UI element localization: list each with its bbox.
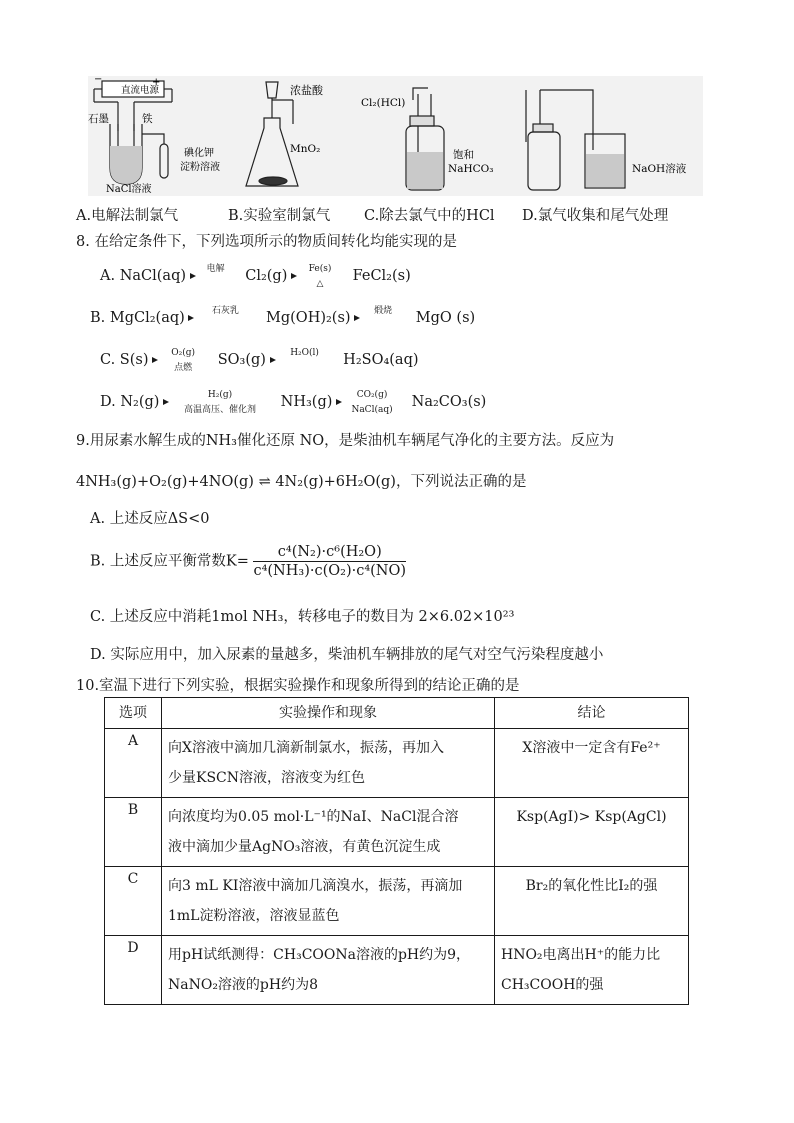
q9-option-d: D. 实际应用中，加入尿素的量越多，柴油机车辆排放的尾气对空气污染程度越小: [90, 647, 604, 663]
label-conc-hcl: 浓盐酸: [290, 84, 323, 97]
q8-option-b: B. MgCl₂(aq) 石灰乳 Mg(OH)₂(s) 煅烧 MgO (s): [90, 306, 476, 326]
q10-stem: 10.室温下进行下列实验，根据实验操作和现象所得到的结论正确的是: [76, 678, 520, 694]
q8-c-label: C.: [100, 352, 116, 368]
q8-c-s3: H₂SO₄(aq): [343, 352, 419, 368]
q8-option-a: A. NaCl(aq) 电解 Cl₂(g) Fe(s) △ FeCl₂(s): [100, 264, 411, 289]
q7-option-a: A.电解法制氯气: [76, 208, 179, 224]
label-power-supply: 直流电源: [121, 85, 160, 96]
row-c-conclusion: Br₂的氧化性比I₂的强: [495, 867, 689, 936]
row-c-operation: 向3 mL KI溶液中滴加几滴溴水，振荡，再滴加 1mL淀粉溶液，溶液显蓝色: [162, 867, 495, 936]
label-minus: −: [94, 76, 103, 85]
table-row: [105, 936, 689, 1005]
table-row: [105, 798, 689, 867]
row-a-operation: 向X溶液中滴加几滴新制氯水，振荡，再加入 少量KSCN溶液，溶液变为红色: [162, 729, 495, 798]
q9-b-denominator: c⁴(NH₃)·c(O₂)·c⁴(NO): [253, 563, 407, 579]
table-row: [105, 867, 689, 936]
table-header-row: [105, 698, 689, 729]
experiment-table: [104, 697, 689, 1005]
q8-d-s2: NH₃(g): [280, 394, 333, 410]
q8-b-label: B.: [90, 310, 106, 326]
label-nahco3: NaHCO₃: [448, 163, 494, 175]
header-option: 选项: [105, 698, 162, 729]
label-cl2-hcl: Cl₂(HCl): [361, 97, 406, 109]
q8-a-s3: FeCl₂(s): [352, 268, 411, 284]
q8-c-s2: SO₃(g): [217, 352, 266, 368]
label-iron: 铁: [142, 113, 153, 125]
label-saturated: 饱和: [453, 149, 474, 161]
header-conclusion: 结论: [495, 698, 689, 729]
row-b-operation: 向浓度均为0.05 mol·L⁻¹的NaI、NaCl混合溶 液中滴加少量AgNO₃溶液，有黄色沉淀生成: [162, 798, 495, 867]
q8-b-s1: MgCl₂(aq): [109, 310, 185, 326]
label-graphite: 石墨: [88, 113, 109, 125]
row-a-conclusion: X溶液中一定含有Fe²⁺: [495, 729, 689, 798]
q8-d-s3: Na₂CO₃(s): [411, 394, 487, 410]
q8-d-label: D.: [100, 394, 116, 410]
label-ki: 碘化钾: [184, 148, 214, 159]
q7-option-c: C.除去氯气中的HCl: [364, 208, 495, 224]
label-mno2: MnO₂: [290, 143, 321, 155]
q8-a-s2: Cl₂(g): [245, 268, 288, 284]
q7-option-d: D.氯气收集和尾气处理: [522, 208, 669, 224]
row-b-option: B: [105, 798, 162, 867]
q9-option-c: C. 上述反应中消耗1mol NH₃，转移电子的数目为 2×6.02×10²³: [90, 609, 515, 625]
q8-a-s1: NaCl(aq): [119, 268, 187, 284]
row-b-conclusion: Ksp(AgI)> Ksp(AgCl): [495, 798, 689, 867]
label-starch: 淀粉溶液: [180, 162, 220, 173]
q9-option-b: [90, 544, 406, 579]
q8-a-label: A.: [100, 268, 116, 284]
q8-option-c: C. S(s) O₂(g) 点燃 SO₃(g) H₂O(l) H₂SO₄(aq): [100, 348, 419, 373]
row-d-conclusion: HNO₂电离出H⁺的能力比 CH₃COOH的强: [495, 936, 689, 1005]
q8-d-s1: N₂(g): [120, 394, 160, 410]
q9-b-fraction: [253, 544, 406, 579]
row-d-option: D: [105, 936, 162, 1005]
q7-option-b: B.实验室制氯气: [228, 208, 331, 224]
table-row: [105, 729, 689, 798]
header-operation: 实验操作和现象: [162, 698, 495, 729]
q9-b-numerator: c⁴(N₂)·c⁶(H₂O): [253, 544, 406, 562]
q8-option-d: D. N₂(g) H₂(g) 高温高压、催化剂 NH₃(g) CO₂(g) NaCl(aq) Na₂CO₃(s): [100, 390, 487, 415]
label-naoh: NaOH溶液: [632, 163, 687, 175]
q9-reaction: 4NH₃(g)+O₂(g)+4NO(g) ⇌ 4N₂(g)+6H₂O(g)，下列说法正确的是: [76, 474, 527, 490]
row-d-operation: 用pH试纸测得：CH₃COONa溶液的pH约为9， NaNO₂溶液的pH约为8: [162, 936, 495, 1005]
q8-c-s1: S(s): [119, 352, 149, 368]
q9-b-prefix: B. 上述反应平衡常数K=: [90, 553, 249, 570]
apparatus-figure: [88, 76, 703, 196]
label-nacl-solution: NaCl溶液: [106, 184, 152, 195]
q9-stem: 9.用尿素水解生成的NH₃催化还原 NO，是柴油机车辆尾气净化的主要方法。反应为: [76, 433, 615, 449]
row-a-option: A: [105, 729, 162, 798]
q8-b-s3: MgO (s): [415, 310, 476, 326]
q8-stem: 8. 在给定条件下，下列选项所示的物质间转化均能实现的是: [76, 234, 457, 250]
row-c-option: C: [105, 867, 162, 936]
q8-b-s2: Mg(OH)₂(s): [266, 310, 351, 326]
q9-option-a: A. 上述反应ΔS<0: [90, 511, 210, 527]
label-plus: +: [152, 77, 161, 88]
